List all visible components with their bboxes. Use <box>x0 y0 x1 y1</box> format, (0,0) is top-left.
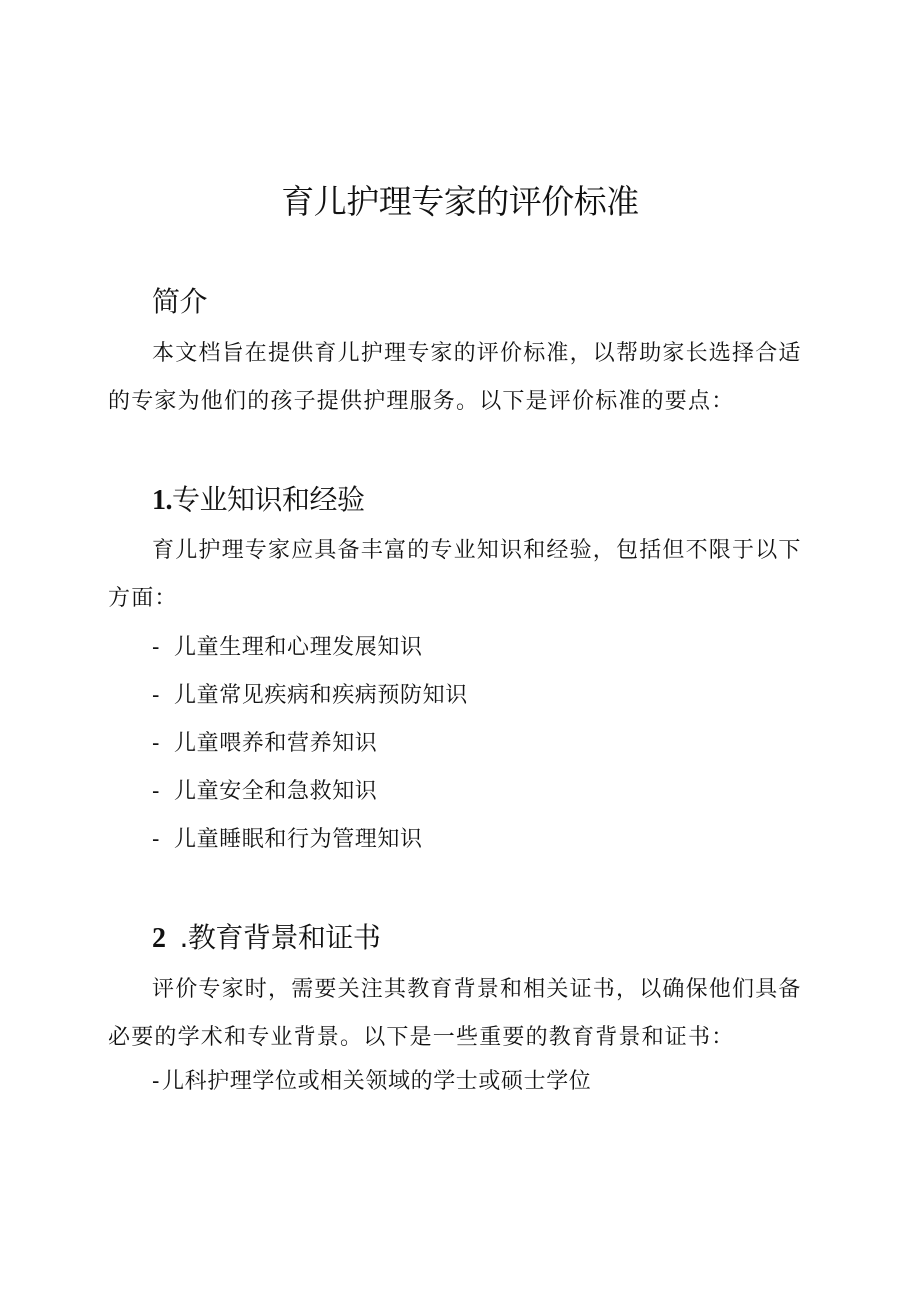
list-item-text: 儿童睡眠和行为管理知识 <box>174 827 423 852</box>
education-paragraph: 评价专家时，需要关注其教育背景和相关证书，以确保他们具备必要的学术和专业背景。以下是一些重要的教育背景和证书： <box>108 977 802 1050</box>
list-dash: - <box>152 635 161 660</box>
list-dash: - <box>152 1069 161 1094</box>
section-heading-text: 专业知识和经验 <box>172 483 365 516</box>
list-item <box>152 727 377 761</box>
list-dash: - <box>152 683 161 708</box>
section-heading-intro: 简介 <box>152 285 208 318</box>
expertise-paragraph: 育儿护理专家应具备丰富的专业知识和经验，包括但不限于以下方面： <box>108 538 802 611</box>
list-item-text: 儿童喂养和营养知识 <box>174 731 378 756</box>
list-item <box>152 631 423 665</box>
section-number: 2 <box>152 923 166 954</box>
list-item <box>152 679 468 713</box>
list-item-text: 儿童安全和急救知识 <box>174 779 378 804</box>
list-item <box>152 1065 591 1099</box>
list-dash: - <box>152 779 161 804</box>
intro-paragraph: 本文档旨在提供育儿护理专家的评价标准，以帮助家长选择合适的专家为他们的孩子提供护理服务。以下是评价标准的要点： <box>108 341 802 414</box>
section-heading-education <box>152 918 380 959</box>
section-heading-text: .教育背景和证书 <box>179 921 381 954</box>
list-item-text: 儿科护理学位或相关领域的学士或硕士学位 <box>162 1069 592 1094</box>
list-item-text: 儿童常见疾病和疾病预防知识 <box>174 683 468 708</box>
document-title: 育儿护理专家的评价标准 <box>281 182 639 221</box>
list-dash: - <box>152 827 161 852</box>
section-heading-expertise <box>152 480 365 521</box>
section-number: 1. <box>152 485 172 516</box>
list-item-text: 儿童生理和心理发展知识 <box>174 635 423 660</box>
list-dash: - <box>152 731 161 756</box>
list-item <box>152 775 377 809</box>
list-item <box>152 823 423 857</box>
